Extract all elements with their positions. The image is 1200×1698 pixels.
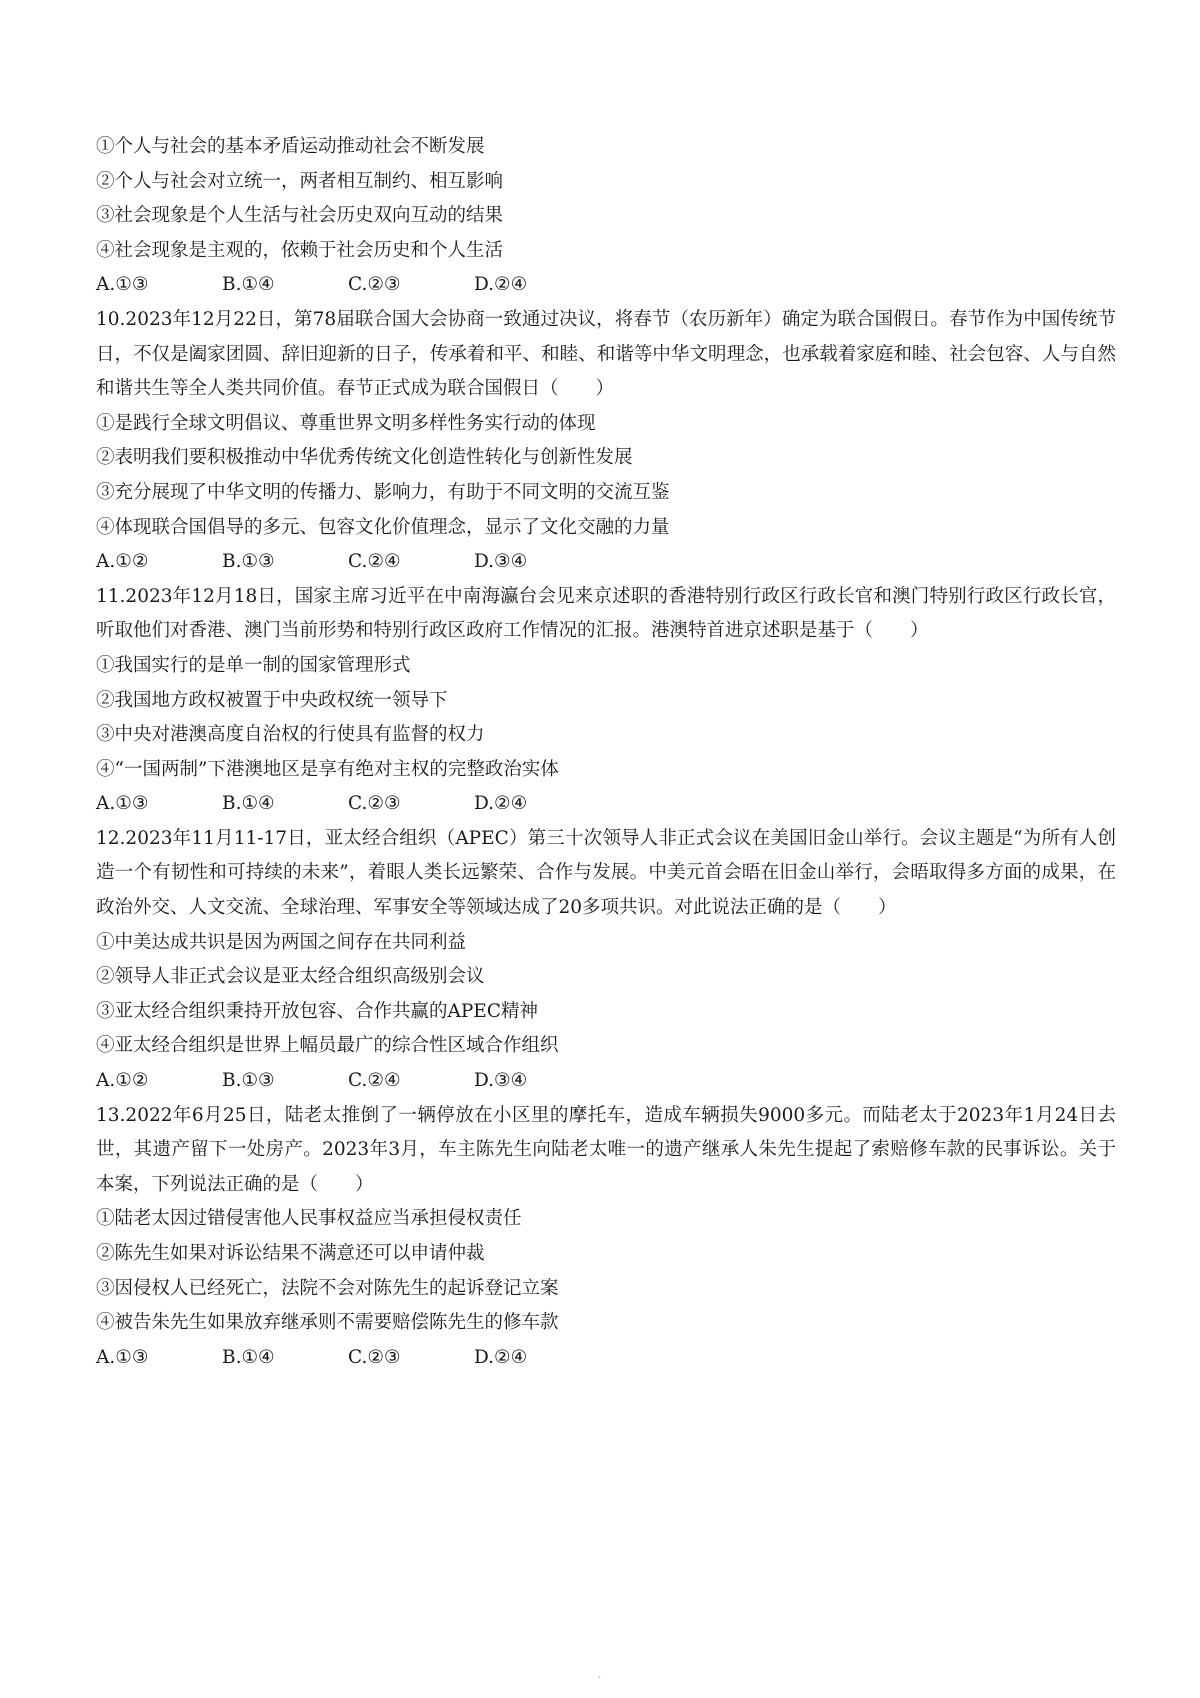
option-b: B.①③: [222, 551, 275, 573]
question-13: [96, 1099, 1116, 1376]
statement-1: ①中美达成共识是因为两国之间存在共同利益: [96, 931, 467, 953]
option-c: C.②③: [348, 274, 401, 296]
option-c: C.②④: [348, 1070, 401, 1092]
option-c: C.②③: [348, 1346, 401, 1368]
option-b: B.①④: [222, 1346, 275, 1368]
answer-options: [96, 268, 1116, 303]
option-a: A.①②: [96, 1070, 149, 1092]
exam-page: [96, 130, 1116, 1375]
statement-4: ④体现联合国倡导的多元、包容文化价值理念，显示了文化交融的力量: [96, 516, 670, 538]
statement-4: ④“一国两制”下港澳地区是享有绝对主权的完整政治实体: [96, 758, 559, 780]
statement-4: ④被告朱先生如果放弃继承则不需要赔偿陈先生的修车款: [96, 1312, 559, 1334]
question-stem: 10.2023年12月22日，第78届联合国大会协商一致通过决议，将春节（农历新年）确定为联合国假日。春节作为中国传统节日，不仅是阖家团圆、辞旧迎新的日子，传承着和平、和睦、和谐等中华文明理念，也承载着家庭和睦、社会包容、人与自然和谐共生等全人类共同价值。春节正式成为联合国假日（ ）: [96, 308, 1116, 400]
question-10: [96, 303, 1116, 580]
question-stem: 13.2022年6月25日，陆老太推倒了一辆停放在小区里的摩托车，造成车辆损失9000多元。而陆老太于2023年1月24日去世，其遗产留下一处房产。2023年3月，车主陈先生向陆老太唯一的遗产继承人朱先生提起了索赔修车款的民事诉讼。关于本案，下列说法正确的是（ ）: [96, 1104, 1116, 1195]
statement-4: ④社会现象是主观的，依赖于社会历史和个人生活: [96, 239, 504, 261]
question-stem: 11.2023年12月18日，国家主席习近平在中南海瀛台会见来京述职的香港特别行政区行政长官和澳门特别行政区行政长官，听取他们对香港、澳门当前形势和特别行政区政府工作情况的汇报。港澳特首进京述职是基于（ ）: [96, 585, 1116, 642]
statement-3: ③因侵权人已经死亡，法院不会对陈先生的起诉登记立案: [96, 1277, 559, 1299]
option-b: B.①④: [222, 793, 275, 815]
answer-options: [96, 1064, 1116, 1099]
question-12: [96, 822, 1116, 1099]
statement-2: ②个人与社会对立统一，两者相互制约、相互影响: [96, 170, 504, 192]
answer-options: [96, 1341, 1116, 1376]
statement-3: ③亚太经合组织秉持开放包容、合作共赢的APEC精神: [96, 1000, 538, 1022]
option-c: C.②③: [348, 793, 401, 815]
option-d: D.③④: [474, 551, 528, 573]
option-a: A.①③: [96, 274, 149, 296]
option-a: A.①③: [96, 1346, 149, 1368]
option-d: D.②④: [474, 793, 528, 815]
statement-4: ④亚太经合组织是世界上幅员最广的综合性区域合作组织: [96, 1035, 559, 1057]
statement-3: ③中央对港澳高度自治权的行使具有监督的权力: [96, 724, 485, 746]
question-11: [96, 580, 1116, 822]
option-d: D.②④: [474, 1346, 528, 1368]
question-9: [96, 130, 1116, 303]
page-footer-mark: .: [598, 1670, 602, 1681]
option-d: D.②④: [474, 274, 528, 296]
statement-2: ②领导人非正式会议是亚太经合组织高级别会议: [96, 966, 485, 988]
statement-1: ①是践行全球文明倡议、尊重世界文明多样性务实行动的体现: [96, 412, 596, 434]
option-d: D.③④: [474, 1070, 528, 1092]
statement-2: ②表明我们要积极推动中华优秀传统文化创造性转化与创新性发展: [96, 447, 633, 469]
statement-2: ②陈先生如果对诉讼结果不满意还可以申请仲裁: [96, 1243, 485, 1264]
answer-options: [96, 545, 1116, 580]
statement-1: ①我国实行的是单一制的国家管理形式: [96, 654, 411, 676]
option-a: A.①②: [96, 551, 149, 573]
option-b: B.①③: [222, 1070, 275, 1092]
statement-1: ①个人与社会的基本矛盾运动推动社会不断发展: [96, 136, 485, 157]
option-c: C.②④: [348, 551, 401, 573]
statement-2: ②我国地方政权被置于中央政权统一领导下: [96, 689, 448, 711]
statement-1: ①陆老太因过错侵害他人民事权益应当承担侵权责任: [96, 1208, 522, 1230]
statement-3: ③充分展现了中华文明的传播力、影响力，有助于不同文明的交流互鉴: [96, 481, 670, 503]
option-b: B.①④: [222, 274, 275, 296]
question-stem: 12.2023年11月11-17日，亚太经合组织（APEC）第三十次领导人非正式会议在美国旧金山举行。会议主题是“为所有人创造一个有韧性和可持续的未来”，着眼人类长远繁荣、合作与发展。中美元首会晤在旧金山举行，会晤取得多方面的成果，在政治外交、人文交流、全球治理、军事安全等领域达成了20多项共识。对此说法正确的是（ ）: [96, 827, 1116, 919]
answer-options: [96, 787, 1116, 822]
statement-3: ③社会现象是个人生活与社会历史双向互动的结果: [96, 205, 504, 227]
option-a: A.①③: [96, 793, 149, 815]
